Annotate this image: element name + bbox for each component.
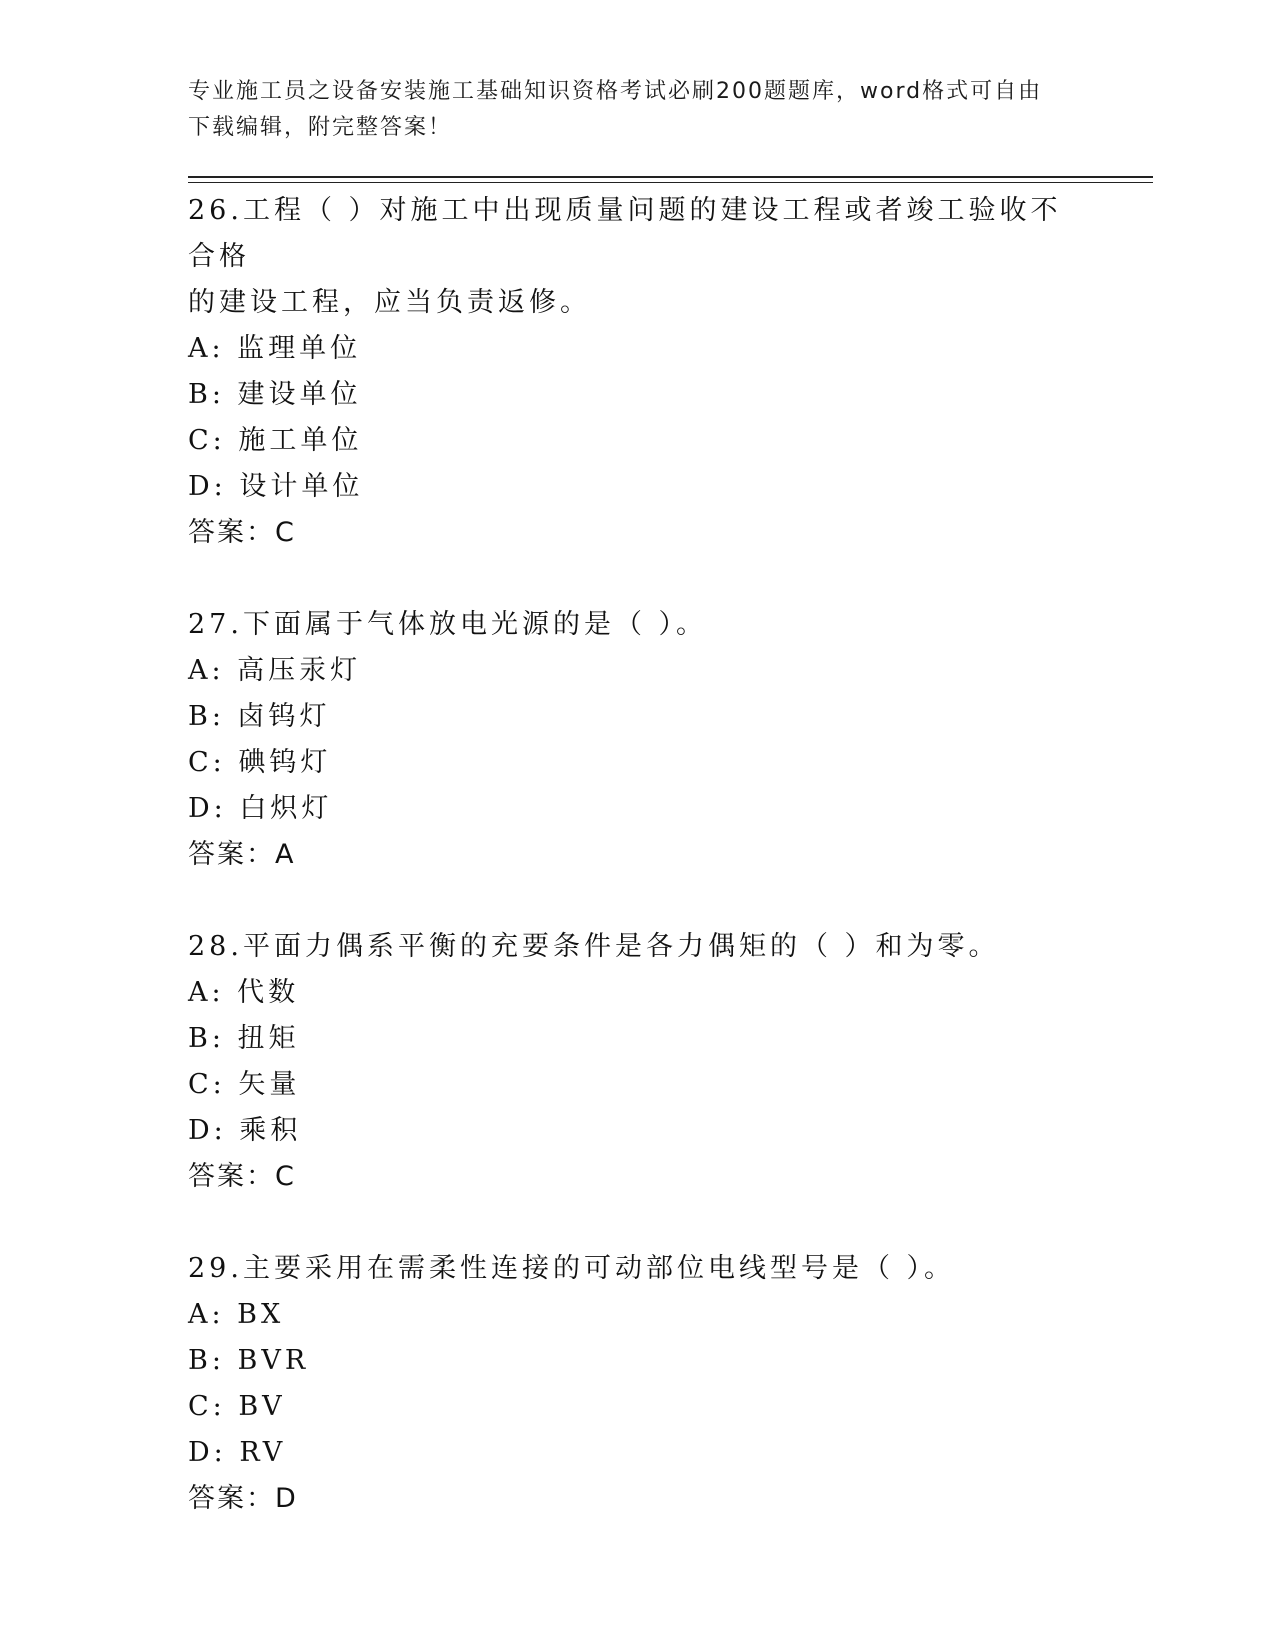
option-b: B: 建设单位: [188, 379, 362, 410]
header-divider-thin: [188, 182, 1153, 183]
document-header: [188, 74, 1088, 146]
question-27: [188, 602, 1088, 878]
option-b: B: 卤钨灯: [188, 701, 331, 732]
option-d: D: 乘积: [188, 1115, 302, 1146]
answer: 答案：A: [188, 839, 296, 870]
question-stem: 26.工程（ ）对施工中出现质量问题的建设工程或者竣工验收不合格: [188, 195, 1062, 272]
question-29: [188, 1246, 1088, 1522]
option-a: A: BX: [188, 1299, 285, 1330]
option-b: B: BVR: [188, 1345, 310, 1376]
option-c: C: 施工单位: [188, 425, 363, 456]
answer: 答案：D: [188, 1483, 298, 1514]
question-list: [188, 188, 1088, 1568]
option-b: B: 扭矩: [188, 1023, 300, 1054]
option-a: A: 高压汞灯: [188, 655, 362, 686]
header-divider-thick: [188, 176, 1153, 178]
option-a: A: 代数: [188, 977, 300, 1008]
option-d: D: RV: [188, 1437, 287, 1468]
option-c: C: 矢量: [188, 1069, 301, 1100]
question-stem: 29.主要采用在需柔性连接的可动部位电线型号是（ ）。: [188, 1253, 956, 1284]
question-26: [188, 188, 1088, 556]
option-c: C: BV: [188, 1391, 286, 1422]
option-c: C: 碘钨灯: [188, 747, 332, 778]
option-d: D: 设计单位: [188, 471, 364, 502]
answer: 答案：C: [188, 1161, 296, 1192]
option-d: D: 白炽灯: [188, 793, 333, 824]
question-stem-continued: 的建设工程，应当负责返修。: [188, 287, 591, 318]
option-a: A: 监理单位: [188, 333, 362, 364]
question-28: [188, 924, 1088, 1200]
question-stem: 27.下面属于气体放电光源的是（ ）。: [188, 609, 708, 640]
header-line-2: 下载编辑，附完整答案！: [188, 115, 453, 140]
answer: 答案：C: [188, 517, 296, 548]
header-line-1: 专业施工员之设备安装施工基础知识资格考试必刷200题题库，word格式可自由: [188, 79, 1043, 104]
question-stem: 28.平面力偶系平衡的充要条件是各力偶矩的（ ）和为零。: [188, 931, 1000, 962]
